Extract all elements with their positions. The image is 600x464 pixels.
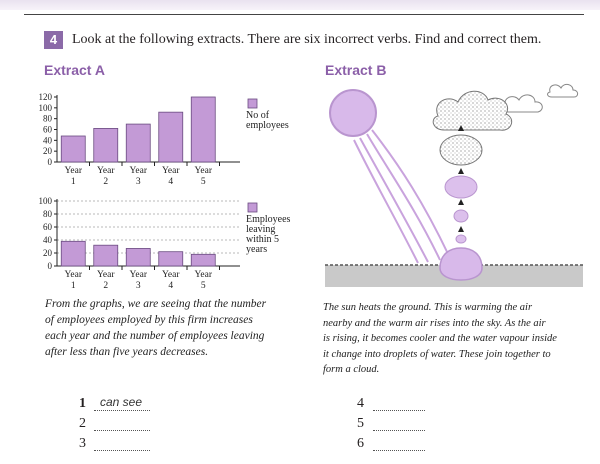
answer-line[interactable] (94, 409, 150, 411)
answer-line[interactable] (373, 449, 425, 451)
y-tick-label: 60 (43, 124, 52, 135)
x-tick-label: 2 (103, 281, 109, 291)
y-tick-label: 40 (43, 235, 52, 245)
sun-rays-icon (354, 130, 450, 263)
employees-leaving-bar-chart (20, 192, 310, 292)
question-instruction: Look at the following extracts. There are six incorrect verbs. Find and correct them. (72, 32, 542, 47)
legend-label: within 5 (246, 234, 280, 245)
extract-a-line: each year and the number of employees leaving (45, 330, 265, 342)
y-tick-label: 0 (47, 261, 52, 271)
up-arrow-icon (458, 199, 464, 205)
bar (159, 112, 183, 162)
extract-b-line: it change into droplets of water. These join together to (323, 348, 551, 360)
x-tick-label: Year (194, 166, 213, 176)
bar (159, 252, 183, 266)
x-tick-label: Year (194, 270, 213, 280)
extract-b-text (323, 300, 557, 378)
y-tick-label: 40 (43, 135, 52, 146)
answer-line[interactable] (94, 449, 150, 451)
legend-swatch (248, 99, 257, 108)
extract-b-line: is rising, it becomes cooler and the water vapour inside (323, 333, 557, 344)
vapour-bubble-icon (445, 176, 477, 198)
answer-number: 1 (79, 396, 86, 411)
answer-line[interactable] (373, 409, 425, 411)
up-arrow-icon (458, 226, 464, 232)
water-cycle-diagram (320, 78, 585, 293)
rain-cloud-icon (433, 91, 511, 130)
top-band (0, 0, 600, 10)
answer-line[interactable] (94, 429, 150, 431)
x-tick-label: 3 (135, 177, 141, 187)
x-tick-label: Year (129, 270, 148, 280)
answer-line[interactable] (373, 429, 425, 431)
answer-number: 3 (79, 436, 86, 451)
legend-label: leaving (246, 224, 276, 235)
y-tick-label: 100 (38, 102, 52, 113)
x-tick-label: 2 (103, 177, 109, 187)
extract-b-label: Extract B (325, 62, 387, 78)
bar (94, 245, 118, 266)
bar (126, 248, 150, 266)
extract-a-line: From the graphs, we are seeing that the number (45, 298, 267, 310)
x-tick-label: 5 (200, 177, 206, 187)
y-tick-label: 80 (43, 209, 52, 219)
employees-bar-chart (20, 88, 310, 193)
legend-label: No of (246, 110, 270, 121)
answer-number: 2 (79, 416, 86, 431)
x-tick-label: 1 (70, 177, 76, 187)
extract-a-line: of employees employed by this firm increases (45, 314, 253, 326)
x-tick-label: 4 (168, 281, 174, 291)
water-droplets-icon (440, 135, 482, 165)
top-rule (24, 14, 584, 15)
answer-value: can see (100, 395, 143, 409)
extract-a-line: after less than five years decreases. (45, 346, 209, 358)
legend-swatch (248, 203, 257, 212)
bar (61, 241, 85, 266)
legend-label: employees (246, 120, 289, 131)
y-tick-label: 0 (47, 157, 52, 167)
sun-icon (330, 90, 376, 136)
extract-b-line: nearby and the warm air rises into the sky. As the air (323, 317, 546, 329)
answer-number: 6 (357, 436, 364, 451)
x-tick-label: Year (161, 270, 180, 280)
bar (191, 97, 215, 162)
x-tick-label: Year (129, 166, 148, 176)
y-tick-label: 20 (43, 146, 52, 157)
extract-a-text (45, 296, 266, 360)
vapour-bubble-icon (456, 235, 466, 243)
up-arrow-icon (458, 168, 464, 174)
legend-label: years (246, 244, 268, 255)
x-tick-label: Year (161, 166, 180, 176)
bar (61, 136, 85, 162)
x-tick-label: Year (96, 166, 115, 176)
y-tick-label: 80 (43, 113, 52, 124)
x-tick-label: Year (96, 270, 115, 280)
extract-b-line: The sun heats the ground. This is warming the air (323, 302, 533, 313)
x-tick-label: 3 (135, 281, 141, 291)
y-tick-label: 100 (38, 196, 52, 206)
x-tick-label: 5 (200, 281, 206, 291)
y-tick-label: 20 (43, 248, 52, 258)
x-tick-label: Year (64, 270, 83, 280)
warm-air-icon (440, 248, 482, 280)
bar (191, 254, 215, 266)
y-tick-label: 120 (38, 92, 52, 102)
bar (126, 124, 150, 162)
cloud-icon (502, 84, 577, 112)
y-tick-label: 60 (43, 222, 52, 232)
vapour-bubble-icon (454, 210, 468, 222)
x-tick-label: Year (64, 166, 83, 176)
x-tick-label: 4 (168, 177, 174, 187)
answer-number: 4 (357, 396, 364, 411)
x-tick-label: 1 (70, 281, 76, 291)
question-number-badge: 4 (44, 31, 63, 49)
answer-number: 5 (357, 416, 364, 431)
legend-label: Employees (246, 214, 291, 225)
extract-b-line: form a cloud. (323, 364, 380, 375)
bar (94, 128, 118, 162)
extract-a-label: Extract A (44, 62, 105, 78)
